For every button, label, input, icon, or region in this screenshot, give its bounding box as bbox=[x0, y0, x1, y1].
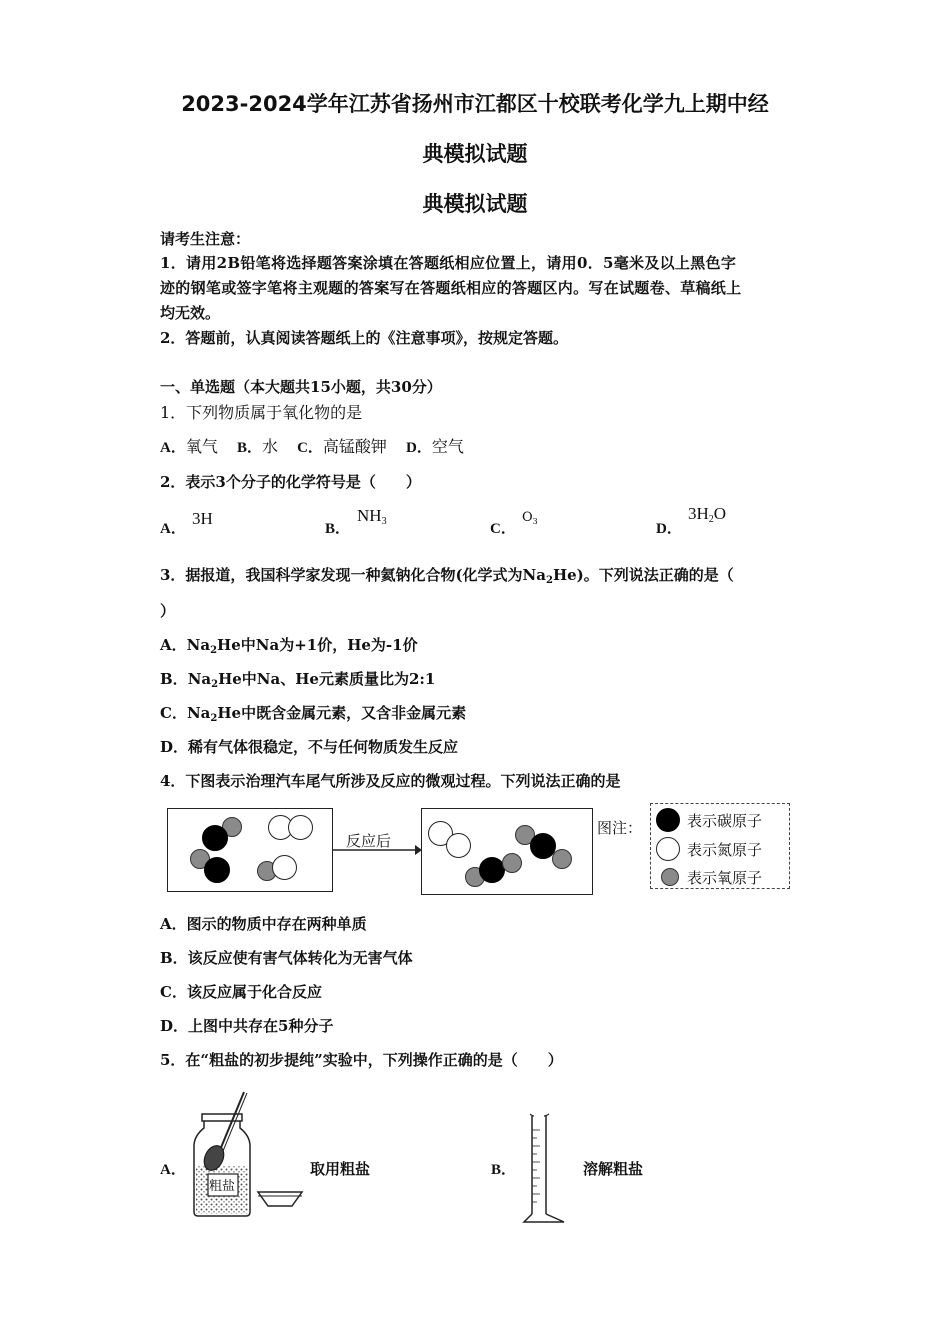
nitrogen-atom bbox=[446, 833, 471, 858]
q2-b-main: NH bbox=[357, 506, 382, 525]
q3-c-sub: 2 bbox=[210, 713, 218, 724]
q4-after-box bbox=[421, 808, 593, 895]
q3-stem-sub: 2 bbox=[545, 575, 553, 586]
q4-option-b: B．该反应使有害气体转化为无害气体 bbox=[160, 949, 413, 967]
q1-c-text: 高锰酸钾 bbox=[322, 437, 387, 456]
q3-a-pre: Na bbox=[186, 636, 211, 654]
q4-arrow-label: 反应后 bbox=[346, 832, 392, 850]
section-1-heading: 一、单选题（本大题共15小题，共30分） bbox=[160, 378, 442, 396]
jar-label: 粗盐 bbox=[209, 1179, 236, 1194]
q3-option-c bbox=[160, 702, 466, 724]
q5-a-label: A． bbox=[160, 1162, 186, 1178]
q3-option-a bbox=[160, 634, 418, 656]
q2-d-post: O bbox=[713, 504, 727, 523]
q2-c-main: O bbox=[522, 510, 533, 525]
graduated-cylinder-illustration bbox=[518, 1110, 570, 1226]
q5-b-caption: 溶解粗盐 bbox=[583, 1160, 644, 1178]
q3-stem-post: He)。下列说法正确的是（ bbox=[552, 566, 734, 584]
q4-option-c: C．该反应属于化合反应 bbox=[160, 983, 322, 1001]
q5-b-label: B． bbox=[491, 1162, 517, 1178]
q2-b-sub: 3 bbox=[381, 516, 387, 527]
q3-stem-line-2: ） bbox=[160, 602, 176, 620]
q1-a-text: 氧气 bbox=[185, 437, 218, 456]
q3-c-label: C． bbox=[160, 704, 187, 722]
nitrogen-atom bbox=[288, 815, 313, 840]
q1-stem: 1．下列物质属于氧化物的是 bbox=[160, 403, 363, 422]
nitrogen-atom bbox=[272, 855, 297, 880]
salt-jar-spoon-illustration bbox=[190, 1088, 310, 1223]
q3-d-text: 稀有气体很稳定，不与任何物质发生反应 bbox=[188, 738, 459, 756]
nitrogen-legend-icon bbox=[656, 837, 680, 861]
q3-a-label: A． bbox=[160, 636, 187, 654]
q1-d-label: D． bbox=[406, 440, 432, 456]
q3-stem bbox=[160, 564, 734, 586]
q2-b-label: B． bbox=[325, 521, 351, 537]
q2-d-formula bbox=[688, 504, 726, 525]
oxygen-legend-icon bbox=[661, 868, 679, 886]
notice-heading: 请考生注意： bbox=[160, 230, 251, 248]
carbon-atom bbox=[204, 857, 230, 883]
q5-a-caption: 取用粗盐 bbox=[310, 1160, 371, 1178]
q1-d-text: 空气 bbox=[431, 437, 464, 456]
notice-item-2: 2．答题前，认真阅读答题纸上的《注意事项》，按规定答题。 bbox=[160, 329, 568, 347]
q3-c-post: He中既含金属元素，又含非金属元素 bbox=[217, 704, 467, 722]
q2-d-pre: 3H bbox=[688, 504, 709, 523]
q2-d-label: D． bbox=[656, 521, 682, 537]
q4-option-a: A．图示的物质中存在两种单质 bbox=[160, 915, 367, 933]
title-line-3: 典模拟试题 bbox=[422, 192, 528, 216]
notice-item-1-line-2: 迹的钢笔或签字笔将主观题的答案写在答题纸相应的答题区内。写在试题卷、草稿纸上 bbox=[160, 279, 742, 297]
q1-b-label: B． bbox=[236, 440, 262, 456]
q3-c-pre: Na bbox=[186, 704, 211, 722]
legend-title: 图注： bbox=[597, 819, 643, 837]
legend-nitrogen: 表示氮原子 bbox=[687, 841, 763, 859]
q2-b-formula bbox=[357, 506, 387, 527]
q3-option-b bbox=[160, 668, 435, 690]
legend-box bbox=[650, 803, 790, 889]
q3-option-d bbox=[160, 736, 458, 757]
q1-c-label: C． bbox=[297, 440, 323, 456]
notice-item-1-line-3: 均无效。 bbox=[160, 304, 221, 322]
q2-a-label: A． bbox=[160, 521, 186, 537]
legend-oxygen: 表示氧原子 bbox=[687, 869, 763, 887]
q2-c-sub: 3 bbox=[532, 517, 538, 526]
q3-b-pre: Na bbox=[187, 670, 212, 688]
q4-option-d: D．上图中共存在5种分子 bbox=[160, 1017, 334, 1035]
q2-c-formula bbox=[522, 510, 538, 526]
q3-stem-pre: 3．据报道，我国科学家发现一种氦钠化合物(化学式为Na bbox=[160, 566, 546, 584]
q3-a-post: He中Na为+1价，He为-1价 bbox=[217, 636, 418, 654]
q3-b-label: B． bbox=[160, 670, 188, 688]
title-line-2: 典模拟试题 bbox=[422, 142, 528, 166]
q2-d-sub: 2 bbox=[708, 514, 714, 525]
q3-b-post: He中Na、He元素质量比为2:1 bbox=[218, 670, 436, 688]
q1-options bbox=[160, 434, 464, 457]
q4-before-box bbox=[167, 808, 333, 892]
q5-stem: 5．在“粗盐的初步提纯”实验中，下列操作正确的是（ ） bbox=[160, 1051, 563, 1069]
q3-a-sub: 2 bbox=[210, 645, 218, 656]
q3-d-label: D． bbox=[160, 738, 189, 756]
q2-stem: 2．表示3个分子的化学符号是（ ） bbox=[160, 473, 421, 491]
title-line-1: 2023-2024学年江苏省扬州市江都区十校联考化学九上期中经 bbox=[181, 92, 769, 116]
oxygen-atom bbox=[552, 849, 572, 869]
legend-carbon: 表示碳原子 bbox=[687, 812, 763, 830]
q1-a-label: A． bbox=[160, 440, 186, 456]
q2-c-label: C． bbox=[490, 521, 516, 537]
q1-b-text: 水 bbox=[261, 437, 278, 456]
q4-stem: 4．下图表示治理汽车尾气所涉及反应的微观过程。下列说法正确的是 bbox=[160, 772, 621, 790]
oxygen-atom bbox=[502, 853, 522, 873]
reaction-arrow-icon bbox=[331, 844, 423, 856]
notice-item-1-line-1: 1．请用2B铅笔将选择题答案涂填在答题纸相应位置上，请用0．5毫米及以上黑色字 bbox=[160, 254, 737, 272]
carbon-legend-icon bbox=[656, 808, 680, 832]
carbon-atom bbox=[202, 825, 228, 851]
q3-b-sub: 2 bbox=[211, 679, 219, 690]
q2-a-formula: 3H bbox=[192, 509, 213, 528]
